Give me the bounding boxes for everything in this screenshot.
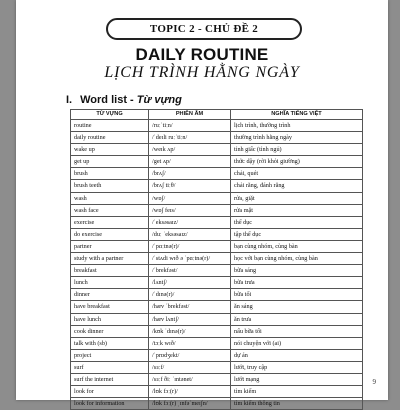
pronunciation-cell: /ruːˈtiːn/ — [149, 120, 231, 132]
header-word: TỪ VỰNG — [71, 110, 149, 120]
document-page — [16, 0, 388, 408]
table-row — [71, 289, 363, 301]
word-cell: cook dinner — [71, 325, 149, 337]
meaning-cell: học với bạn cùng nhóm, cùng bàn — [231, 253, 363, 265]
pronunciation-cell: /wɒʃ/ — [149, 192, 231, 204]
word-cell: daily routine — [71, 132, 149, 144]
meaning-cell: bữa trưa — [231, 277, 363, 289]
header-pronunciation: PHIÊN ÂM — [149, 110, 231, 120]
pronunciation-cell: /duː ˈeksəsaɪz/ — [149, 228, 231, 240]
table-row — [71, 325, 363, 337]
meaning-cell: ăn trưa — [231, 313, 363, 325]
table-row — [71, 277, 363, 289]
page-subtitle: LỊCH TRÌNH HẰNG NGÀY — [104, 64, 300, 81]
pronunciation-cell: /ˈpɑːtnə(r)/ — [149, 240, 231, 252]
pronunciation-cell: /ˈstʌdi wɪð ə ˈpɑːtnə(r)/ — [149, 253, 231, 265]
pronunciation-cell: /get ʌp/ — [149, 156, 231, 168]
meaning-cell: rửa mặt — [231, 204, 363, 216]
word-cell: look for information — [71, 398, 149, 410]
word-cell: talk with (sb) — [71, 337, 149, 349]
word-cell: lunch — [71, 277, 149, 289]
word-cell: dinner — [71, 289, 149, 301]
table-row — [71, 204, 363, 216]
page-number: 9 — [372, 378, 376, 386]
table-row — [71, 398, 363, 410]
meaning-cell: bạn cùng nhóm, cùng bàn — [231, 240, 363, 252]
table-row — [71, 253, 363, 265]
table-row — [71, 240, 363, 252]
meaning-cell: chải răng, đánh răng — [231, 180, 363, 192]
word-cell: routine — [71, 120, 149, 132]
page-title: DAILY ROUTINE — [135, 45, 269, 64]
word-cell: surf — [71, 361, 149, 373]
section-heading — [66, 94, 182, 106]
pronunciation-cell: /ˈprɒdʒekt/ — [149, 349, 231, 361]
table-row — [71, 386, 363, 398]
word-cell: brush teeth — [71, 180, 149, 192]
meaning-cell: thức dậy (rời khỏi giường) — [231, 156, 363, 168]
meaning-cell: tỉnh giấc (tỉnh ngủ) — [231, 144, 363, 156]
pronunciation-cell: /ˈeksəsaɪz/ — [149, 216, 231, 228]
pronunciation-cell: /hæv ˈbrekfəst/ — [149, 301, 231, 313]
table-row — [71, 301, 363, 313]
meaning-cell: rửa, giặt — [231, 192, 363, 204]
table-row — [71, 337, 363, 349]
meaning-cell: nói chuyện với (ai) — [231, 337, 363, 349]
pronunciation-cell: /brʌʃ tiːθ/ — [149, 180, 231, 192]
topic-label: TOPIC 2 - CHỦ ĐỀ 2 — [149, 23, 259, 35]
pronunciation-cell: /lʊk fɔː(r) ˌɪnfəˈmeɪʃn/ — [149, 398, 231, 410]
pronunciation-cell: /lʊk fɔː(r)/ — [149, 386, 231, 398]
pronunciation-cell: /ˈdeɪli ruːˈtiːn/ — [149, 132, 231, 144]
table-row — [71, 168, 363, 180]
table-row — [71, 144, 363, 156]
table-row — [71, 192, 363, 204]
meaning-cell: lướt, truy cập — [231, 361, 363, 373]
table-row — [71, 180, 363, 192]
pronunciation-cell: /hæv lʌntʃ/ — [149, 313, 231, 325]
table-row — [71, 313, 363, 325]
pronunciation-cell: /sɜːf ðiː ˈɪntənet/ — [149, 373, 231, 385]
meaning-cell: tìm kiếm thông tin — [231, 398, 363, 410]
pronunciation-cell: /ˈbrekfəst/ — [149, 265, 231, 277]
meaning-cell: tìm kiếm — [231, 386, 363, 398]
section-number: I. — [66, 94, 73, 106]
table-row — [71, 373, 363, 385]
topic-banner — [106, 18, 302, 40]
table-row — [71, 216, 363, 228]
word-cell: wash — [71, 192, 149, 204]
word-cell: wake up — [71, 144, 149, 156]
table-row — [71, 265, 363, 277]
word-cell: project — [71, 349, 149, 361]
pronunciation-cell: /tɔːk wɪð/ — [149, 337, 231, 349]
table-header-row — [71, 110, 363, 120]
word-cell: brush — [71, 168, 149, 180]
meaning-cell: ăn sáng — [231, 301, 363, 313]
word-cell: partner — [71, 240, 149, 252]
word-cell: have lunch — [71, 313, 149, 325]
word-cell: look for — [71, 386, 149, 398]
meaning-cell: dự án — [231, 349, 363, 361]
pronunciation-cell: /wɒʃ feɪs/ — [149, 204, 231, 216]
word-cell: exercise — [71, 216, 149, 228]
meaning-cell: thể dục — [231, 216, 363, 228]
pronunciation-cell: /brʌʃ/ — [149, 168, 231, 180]
word-cell: get up — [71, 156, 149, 168]
pronunciation-cell: /lʌntʃ/ — [149, 277, 231, 289]
meaning-cell: chải, quét — [231, 168, 363, 180]
table-row — [71, 228, 363, 240]
word-cell: surf the internet — [71, 373, 149, 385]
meaning-cell: tập thể dục — [231, 228, 363, 240]
word-cell: study with a partner — [71, 253, 149, 265]
word-cell: have breakfast — [71, 301, 149, 313]
table-row — [71, 361, 363, 373]
table-row — [71, 120, 363, 132]
word-cell: breakfast — [71, 265, 149, 277]
vocabulary-table — [70, 109, 363, 410]
pronunciation-cell: /sɜːf/ — [149, 361, 231, 373]
meaning-cell: thường trình hằng ngày — [231, 132, 363, 144]
section-title-vi: Từ vựng — [136, 94, 182, 106]
table-row — [71, 349, 363, 361]
word-cell: wash face — [71, 204, 149, 216]
pronunciation-cell: /kʊk ˈdɪnə(r)/ — [149, 325, 231, 337]
table-row — [71, 132, 363, 144]
meaning-cell: bữa tối — [231, 289, 363, 301]
table-row — [71, 156, 363, 168]
meaning-cell: bữa sáng — [231, 265, 363, 277]
meaning-cell: lịch trình, thường trình — [231, 120, 363, 132]
meaning-cell: nấu bữa tối — [231, 325, 363, 337]
pronunciation-cell: /ˈdɪnə(r)/ — [149, 289, 231, 301]
table-body — [71, 120, 363, 410]
meaning-cell: lướt mạng — [231, 373, 363, 385]
pronunciation-cell: /weɪk ʌp/ — [149, 144, 231, 156]
header-meaning: NGHĨA TIẾNG VIỆT — [231, 110, 363, 120]
section-title: Word list - — [80, 94, 137, 106]
word-cell: do exercise — [71, 228, 149, 240]
